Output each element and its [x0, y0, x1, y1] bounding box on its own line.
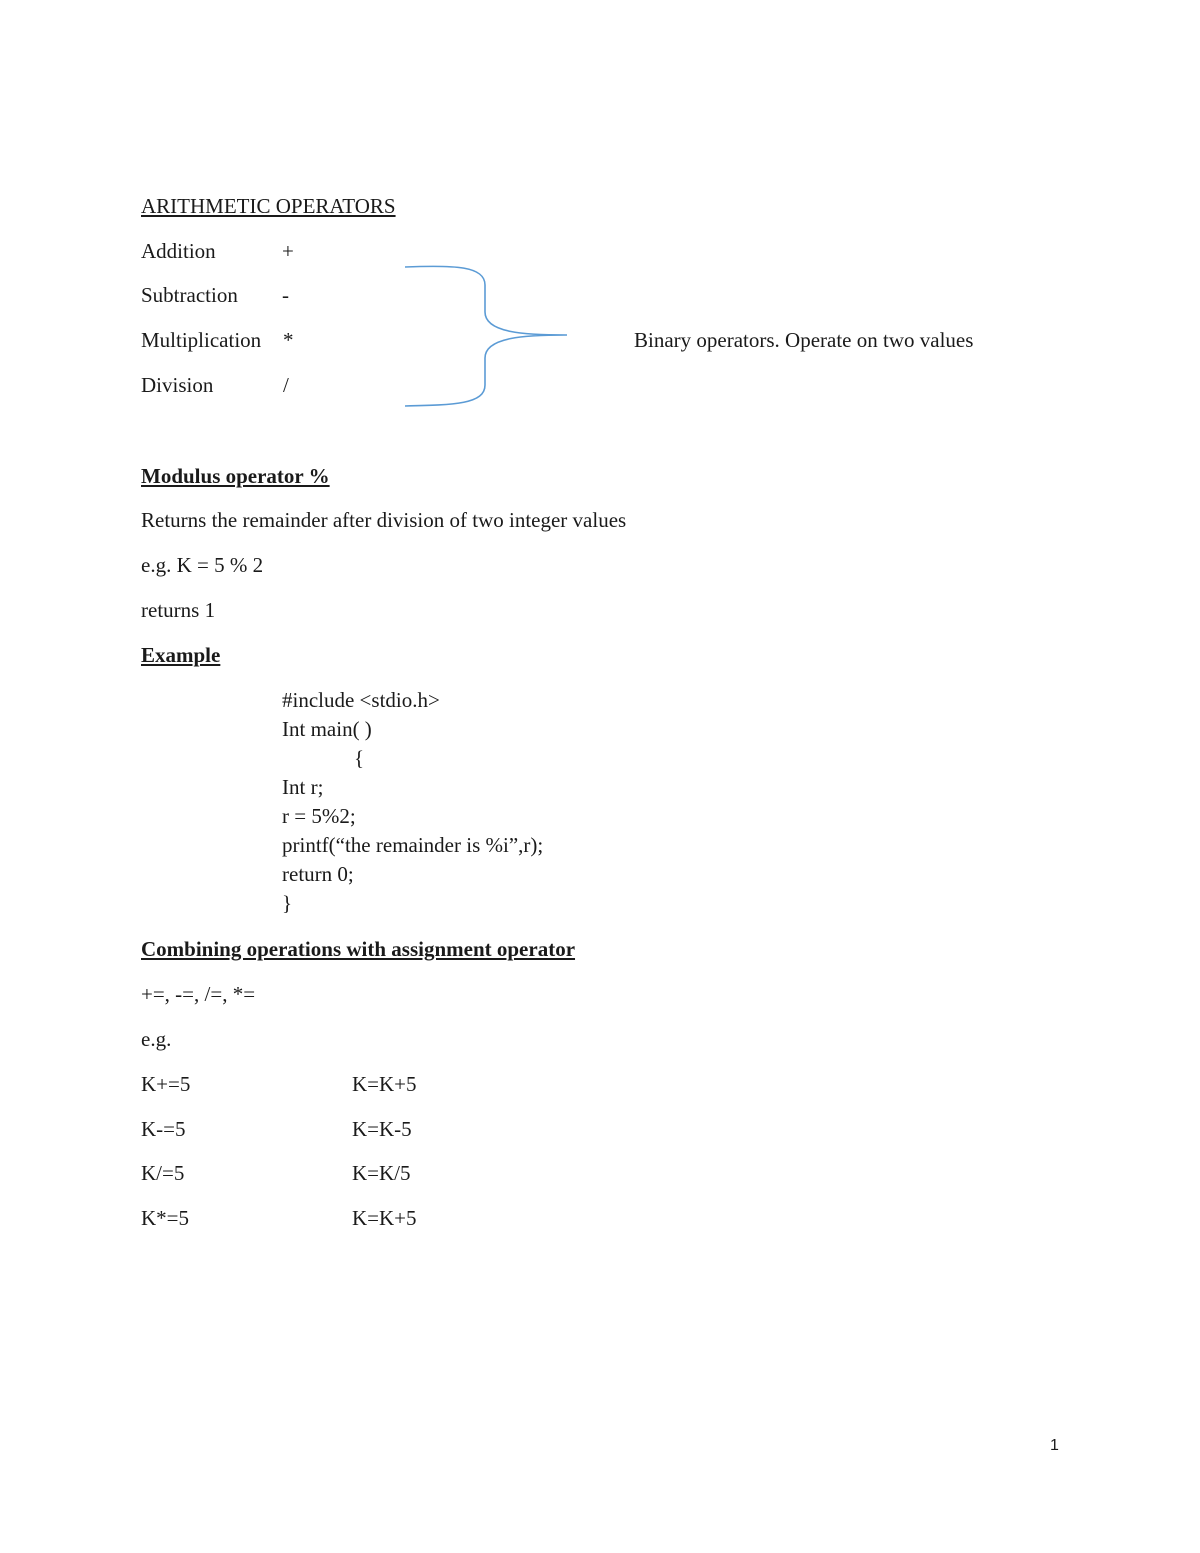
modulus-result: returns 1 — [141, 598, 216, 622]
operator-name: Subtraction — [141, 283, 238, 307]
code-line: r = 5%2; — [282, 804, 356, 828]
compound-long: K=K/5 — [352, 1161, 411, 1185]
compound-short: K-=5 — [141, 1117, 186, 1141]
operator-name: Division — [141, 373, 214, 397]
combining-heading: Combining operations with assignment operator — [141, 937, 576, 961]
operator-symbol: / — [283, 373, 289, 397]
compound-long: K=K+5 — [352, 1072, 417, 1096]
code-line: { — [354, 746, 365, 770]
binary-operators-note: Binary operators. Operate on two values — [634, 328, 974, 352]
compound-short: K/=5 — [141, 1161, 185, 1185]
modulus-description: Returns the remainder after division of two integer values — [141, 508, 627, 532]
operator-symbol: + — [282, 239, 294, 263]
code-line: return 0; — [282, 862, 354, 886]
page-number: 1 — [1050, 1437, 1059, 1454]
code-line: printf(“the remainder is %i”,r); — [282, 833, 544, 857]
modulus-heading: Modulus operator % — [141, 464, 330, 488]
compound-operators-list: +=, -=, /=, *= — [141, 982, 256, 1006]
code-line: #include <stdio.h> — [282, 688, 440, 712]
code-line: } — [282, 891, 293, 915]
code-line: Int r; — [282, 775, 324, 799]
operator-name: Addition — [141, 239, 216, 263]
compound-long: K=K+5 — [352, 1206, 417, 1230]
modulus-example: e.g. K = 5 % 2 — [141, 553, 264, 577]
example-heading: Example — [141, 643, 221, 667]
compound-long: K=K-5 — [352, 1117, 412, 1141]
operator-symbol: - — [282, 283, 289, 307]
operator-symbol: * — [283, 328, 294, 352]
eg-label: e.g. — [141, 1027, 172, 1051]
page-title: ARITHMETIC OPERATORS — [141, 194, 396, 218]
compound-short: K*=5 — [141, 1206, 190, 1230]
compound-short: K+=5 — [141, 1072, 191, 1096]
operator-name: Multiplication — [141, 328, 262, 352]
code-line: Int main( ) — [282, 717, 372, 741]
